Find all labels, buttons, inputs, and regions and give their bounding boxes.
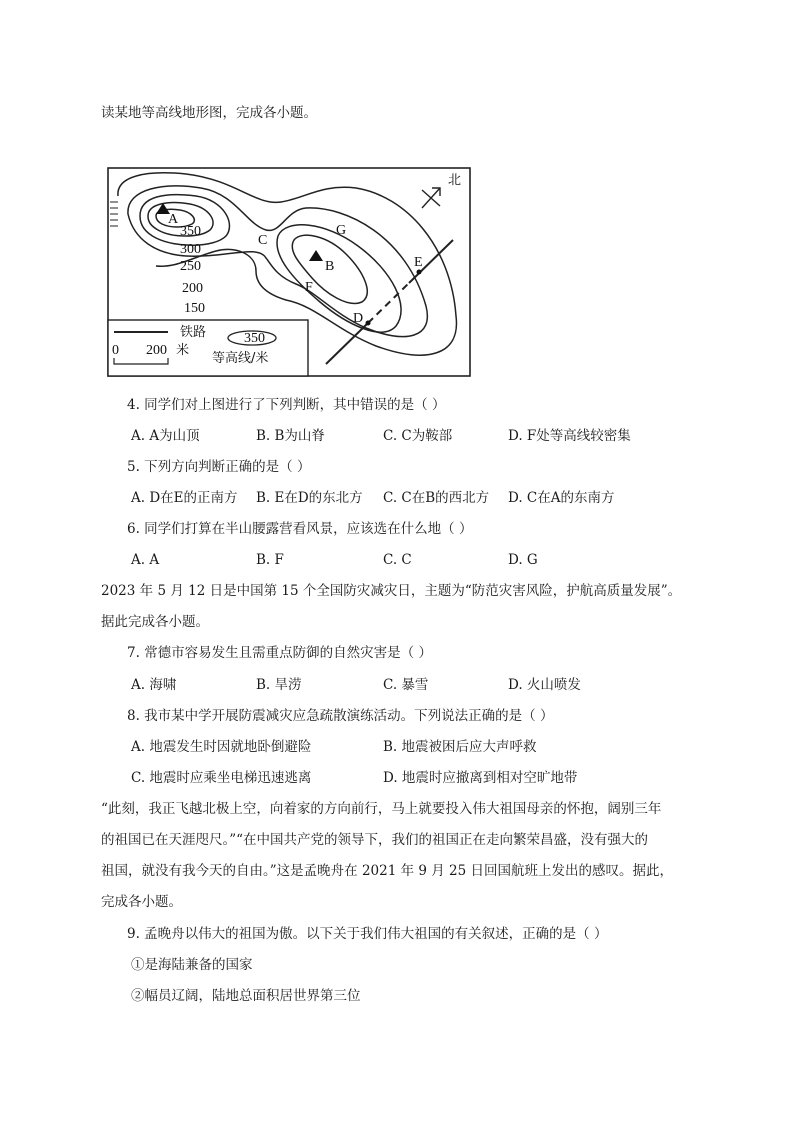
intro-text-disaster-day: 2023 年 5 月 12 日是中国第 15 个全国防灾减灾日，主题为“防范灾害风险，护航高质量发展”。 xyxy=(101,583,682,599)
q6-option-a[interactable]: A. A xyxy=(131,552,160,568)
legend-scale-zero: 0 xyxy=(112,343,119,358)
label-peak-b: B xyxy=(325,259,335,274)
contour-map-figure xyxy=(106,166,472,378)
q9-item-2: ②幅员辽阔，陆地总面积居世界第三位 xyxy=(131,988,361,1004)
intro-text-quote-4: 完成各小题。 xyxy=(101,894,182,910)
question-8-stem: 8. 我市某中学开展防震减灾应急疏散演练活动。下列说法正确的是（ ） xyxy=(127,708,554,724)
label-point-f: F xyxy=(305,280,313,295)
q5-option-a[interactable]: A. D在E的正南方 xyxy=(131,490,238,506)
q7-option-d[interactable]: D. 火山喷发 xyxy=(508,677,581,693)
q8-option-d[interactable]: D. 地震时应撤离到相对空旷地带 xyxy=(383,770,578,786)
legend-railway-label: 铁路 xyxy=(180,325,207,340)
contour-label-300: 300 xyxy=(180,242,201,257)
label-point-e: E xyxy=(414,255,423,270)
q6-option-c[interactable]: C. C xyxy=(383,552,412,568)
label-point-d: D xyxy=(353,311,364,326)
intro-text-quote-2: 的祖国已在天涯咫尺。”“在中国共产党的领导下，我们的祖国正在走向繁荣昌盛，没有强大的 xyxy=(101,832,649,848)
q7-option-c[interactable]: C. 暴雪 xyxy=(383,677,429,693)
intro-text-disaster-day-2: 据此完成各小题。 xyxy=(101,614,209,630)
question-9-stem: 9. 孟晚舟以伟大的祖国为傲。以下关于我们伟大祖国的有关叙述，正确的是（ ） xyxy=(127,926,608,942)
q6-option-d[interactable]: D. G xyxy=(508,552,538,568)
intro-text-quote-1: “此刻，我正飞越北极上空，向着家的方向前行，马上就要投入伟大祖国母亲的怀抱，阔别三年 xyxy=(101,801,662,817)
contour-label-250: 250 xyxy=(180,259,201,274)
q6-option-b[interactable]: B. F xyxy=(256,552,284,568)
legend-box xyxy=(108,320,308,376)
question-7-stem: 7. 常德市容易发生且需重点防御的自然灾害是（ ） xyxy=(127,645,432,661)
q4-option-b[interactable]: B. B为山脊 xyxy=(256,428,325,444)
q9-item-1: ①是海陆兼备的国家 xyxy=(131,957,253,973)
q4-option-a[interactable]: A. A为山顶 xyxy=(131,428,200,444)
q8-option-a[interactable]: A. 地震发生时因就地卧倒避险 xyxy=(131,739,312,755)
legend-scale-unit: 米 xyxy=(176,343,190,358)
q4-option-c[interactable]: C. C为鞍部 xyxy=(383,428,453,444)
intro-text-map: 读某地等高线地形图，完成各小题。 xyxy=(101,105,317,121)
contour-label-350: 350 xyxy=(180,224,201,239)
q8-option-c[interactable]: C. 地震时应乘坐电梯迅速逃离 xyxy=(131,770,312,786)
q5-option-b[interactable]: B. E在D的东北方 xyxy=(256,490,363,506)
legend-contour-label: 等高线/米 xyxy=(212,351,269,366)
q7-option-b[interactable]: B. 旱涝 xyxy=(256,677,302,693)
label-point-c: C xyxy=(258,233,268,248)
legend-contour-value: 350 xyxy=(244,331,265,346)
north-label: 北 xyxy=(448,173,462,188)
q5-option-d[interactable]: D. C在A的东南方 xyxy=(508,490,615,506)
intro-text-quote-3: 祖国，就没有我今天的自由。”这是孟晚舟在 2021 年 9 月 25 日回国航班上发出的感叹。据此， xyxy=(101,863,674,879)
q4-option-d[interactable]: D. F处等高线较密集 xyxy=(508,428,631,444)
question-5-stem: 5. 下列方向判断正确的是（ ） xyxy=(127,459,311,475)
q5-option-c[interactable]: C. C在B的西北方 xyxy=(383,490,490,506)
legend-scale-value: 200 xyxy=(146,343,167,358)
q7-option-a[interactable]: A. 海啸 xyxy=(131,677,177,693)
question-4-stem: 4. 同学们对上图进行了下列判断，其中错误的是（ ） xyxy=(127,397,446,413)
question-6-stem: 6. 同学们打算在半山腰露营看风景，应该选在什么地（ ） xyxy=(127,521,473,537)
label-peak-a: A xyxy=(168,212,179,227)
q8-option-b[interactable]: B. 地震被困后应大声呼救 xyxy=(383,739,537,755)
contour-label-200: 200 xyxy=(182,281,203,296)
contour-label-150: 150 xyxy=(184,301,205,316)
label-point-g: G xyxy=(336,223,347,238)
